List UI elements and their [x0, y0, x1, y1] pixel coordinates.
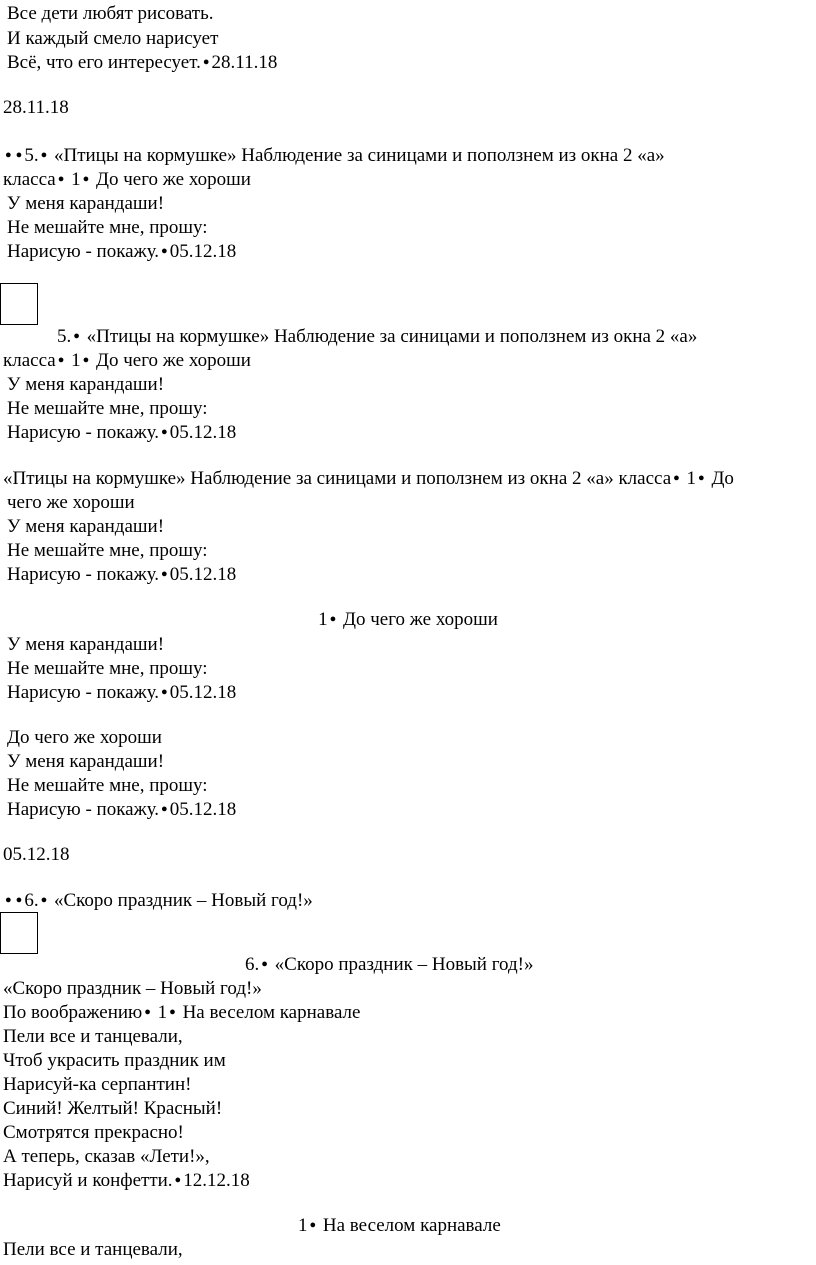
poem-line: Синий! Желтый! Красный! — [3, 1098, 223, 1119]
poem-line: У меня карандаши! — [7, 193, 165, 214]
poem-line: Нарисую - покажу. ● 05.12.18 — [7, 798, 236, 824]
bullet-icon — [39, 890, 50, 911]
centered-line: 1 ● На веселом карнавале — [298, 1214, 501, 1240]
poem-line: Нарисую - покажу. ● 05.12.18 — [7, 563, 236, 589]
poem-line: Всё, что его интересует. ● 28.11.18 — [7, 51, 277, 77]
date-heading: 28.11.18 — [3, 97, 69, 118]
date-heading: 05.12.18 — [3, 844, 70, 865]
poem-line: У меня карандаши! — [7, 516, 165, 537]
bullet-icon — [201, 52, 212, 73]
poem-line: Не мешайте мне, прошу: — [7, 775, 208, 796]
bullet-icon — [159, 682, 170, 703]
poem-line: А теперь, сказав «Лети!», — [3, 1146, 210, 1167]
centered-line: 6. ● «Скоро праздник – Новый год!» — [245, 953, 534, 979]
poem-line: До чего же хороши — [7, 727, 162, 748]
poem-line: Пели все и танцевали, — [3, 1239, 183, 1260]
bullet-icon — [167, 1002, 178, 1023]
poem-line: Нарисуй и конфетти. ● 12.12.18 — [3, 1169, 250, 1195]
bullet-icon — [173, 1170, 184, 1191]
poem-line: У меня карандаши! — [7, 634, 165, 655]
bullet-icon — [159, 241, 170, 262]
bullet-icon — [14, 890, 25, 911]
poem-line: Не мешайте мне, прошу: — [7, 658, 208, 679]
bullet-icon — [81, 350, 92, 371]
bullet-icon — [39, 145, 50, 166]
list-item: ● ●6. ● «Скоро праздник – Новый год!» — [3, 889, 313, 915]
bullet-icon — [696, 468, 707, 489]
bullet-icon — [328, 609, 339, 630]
list-item: ● ●5. ● «Птицы на кормушке» Наблюдение за синицами и поползнем из окна 2 «а» — [3, 144, 665, 170]
empty-frame — [0, 283, 38, 325]
bullet-icon — [56, 169, 67, 190]
poem-line: Пели все и танцевали, — [3, 1026, 183, 1047]
bullet-icon — [81, 169, 92, 190]
poem-line: Не мешайте мне, прошу: — [7, 540, 208, 561]
poem-line: Все дети любят рисовать. — [7, 3, 214, 24]
poem-line: И каждый смело нарисует — [7, 28, 219, 49]
poem-line: У меня карандаши! — [7, 751, 165, 772]
poem-line: Смотрятся прекрасно! — [3, 1122, 184, 1143]
poem-line: Нарисую - покажу. ● 05.12.18 — [7, 240, 236, 266]
poem-line: Нарисуй-ка серпантин! — [3, 1074, 192, 1095]
list-item: 5. ● «Птицы на кормушке» Наблюдение за синицами и поползнем из окна 2 «а» — [57, 325, 697, 351]
bullet-icon — [3, 145, 14, 166]
text-line: «Скоро праздник – Новый год!» — [3, 978, 262, 999]
bullet-icon — [56, 350, 67, 371]
bullet-icon — [71, 326, 82, 347]
text-line: «Птицы на кормушке» Наблюдение за синицами и поползнем из окна 2 «а» класса ● 1 ● До — [3, 467, 734, 493]
text-line: класса ● 1 ● До чего же хороши — [3, 349, 251, 375]
poem-line: Не мешайте мне, прошу: — [7, 217, 208, 238]
bullet-icon — [3, 890, 14, 911]
poem-line: У меня карандаши! — [7, 374, 165, 395]
bullet-icon — [14, 145, 25, 166]
poem-line: Нарисую - покажу. ● 05.12.18 — [7, 421, 236, 447]
empty-frame — [0, 912, 38, 954]
bullet-icon — [142, 1002, 153, 1023]
poem-line: Не мешайте мне, прошу: — [7, 398, 208, 419]
centered-line: 1 ● До чего же хороши — [0, 608, 816, 634]
text-line: чего же хороши — [7, 492, 135, 513]
bullet-icon — [259, 954, 270, 975]
bullet-icon — [308, 1215, 319, 1236]
bullet-icon — [159, 564, 170, 585]
poem-line: Нарисую - покажу. ● 05.12.18 — [7, 681, 236, 707]
bullet-icon — [671, 468, 682, 489]
bullet-icon — [159, 799, 170, 820]
bullet-icon — [159, 422, 170, 443]
text-line: класса ● 1 ● До чего же хороши — [3, 168, 251, 194]
poem-line: Чтоб украсить праздник им — [3, 1050, 226, 1071]
text-line: По воображению ● 1 ● На веселом карнавале — [3, 1001, 360, 1027]
